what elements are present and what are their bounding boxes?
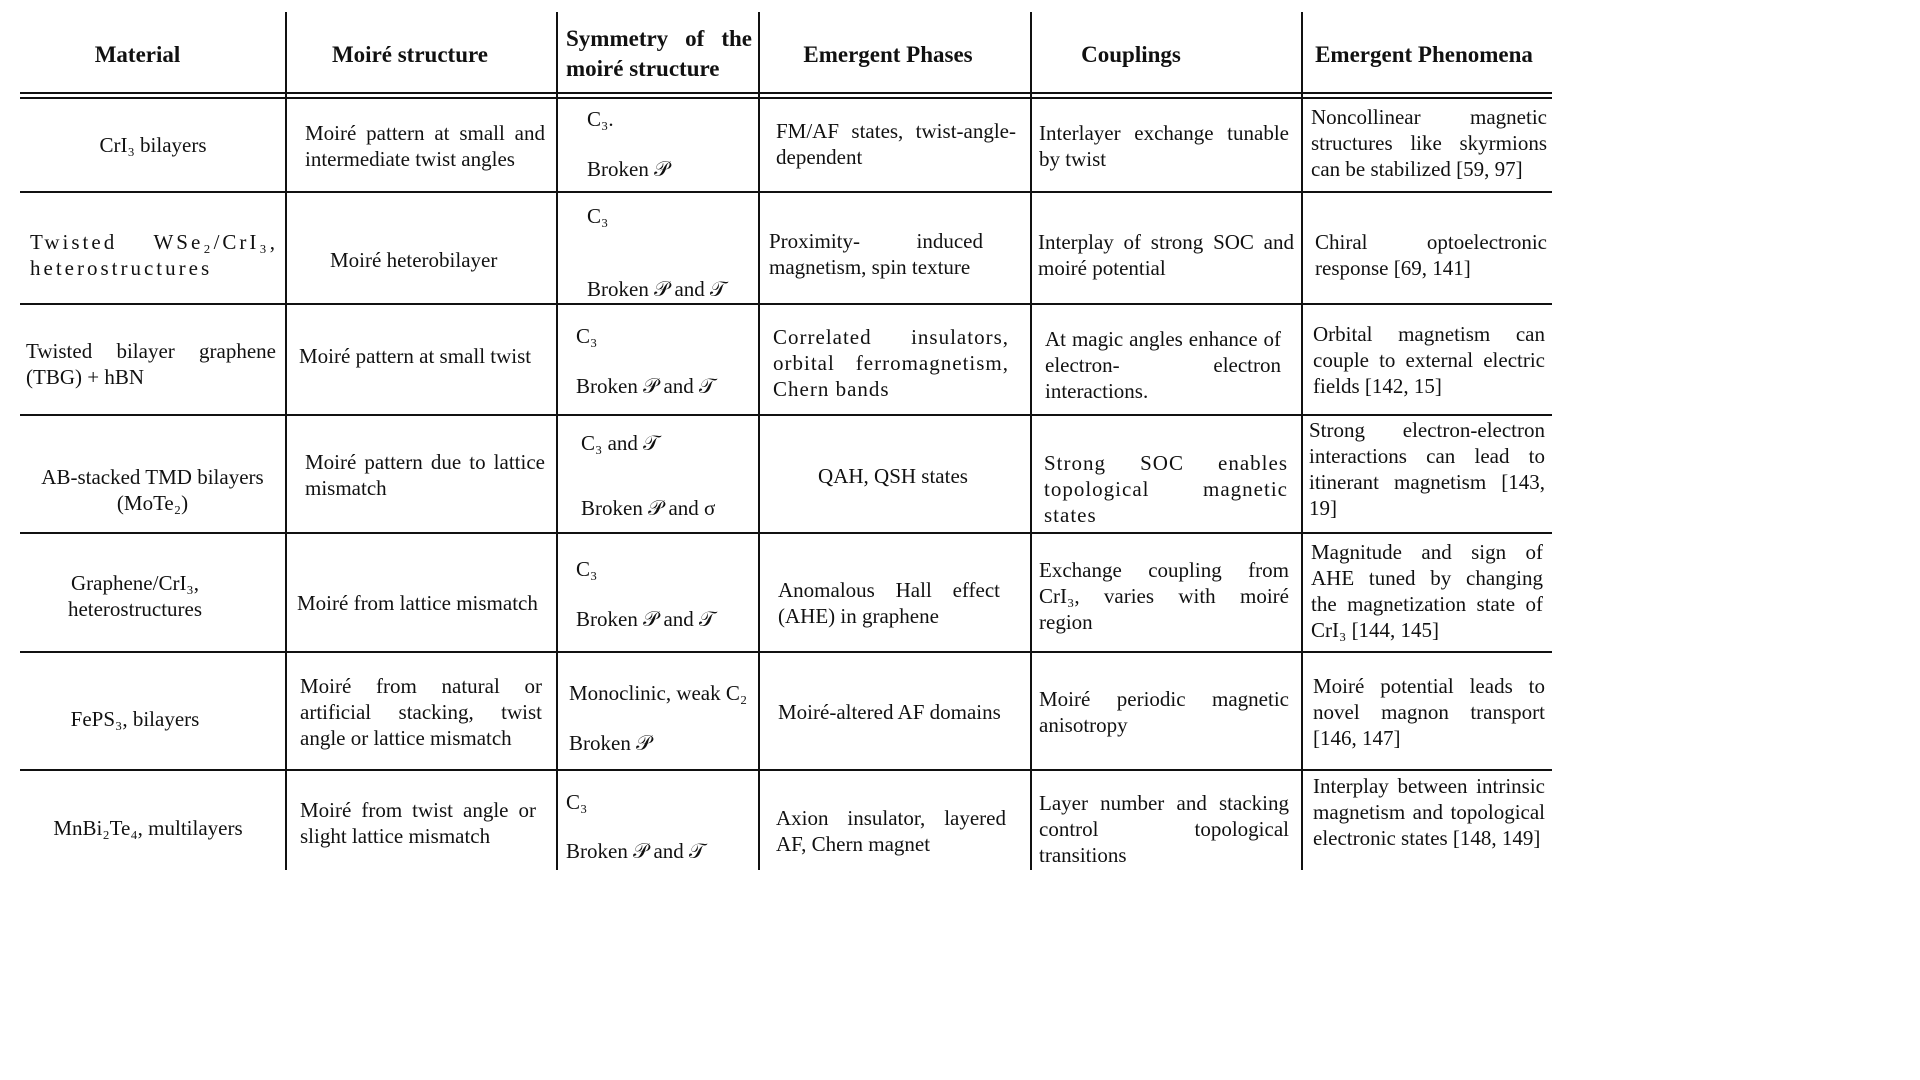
row-divider bbox=[20, 769, 1552, 771]
row4-material: AB-stacked TMD bilayers (MoTe₂) bbox=[41, 465, 264, 515]
row1-couplings: Interlayer exchange tunable by twist bbox=[1039, 121, 1289, 171]
row6-material: FePS₃, bilayers bbox=[70, 707, 200, 731]
row7-phenomena: Interplay between intrinsic magnetism and topological electronic states [148, 149] bbox=[1313, 774, 1545, 850]
column-divider bbox=[1301, 12, 1303, 870]
row5-phenomena: Magnitude and sign of AHE tuned by changing the magnetization state of CrI₃ [144, 145] bbox=[1311, 540, 1543, 642]
row3-couplings: At magic angles enhance of electron- electron interactions. bbox=[1045, 327, 1281, 403]
row4-symmetry-group: C₃ and 𝒯 bbox=[581, 431, 660, 455]
row6-couplings: Moiré periodic magnetic anisotropy bbox=[1039, 687, 1289, 737]
row2-couplings: Interplay of strong SOC and moiré potential bbox=[1038, 230, 1294, 280]
row-divider bbox=[20, 651, 1552, 653]
row2-material: Twisted WSe₂/CrI₃, heterostructures bbox=[30, 230, 278, 280]
row2-phases: Proximity- induced magnetism, spin texture bbox=[769, 229, 983, 279]
row1-structure: Moiré pattern at small and intermediate twist angles bbox=[305, 121, 545, 171]
row5-symmetry-broken: Broken 𝒫 and 𝒯 bbox=[576, 607, 716, 631]
row7-symmetry-group: C₃ bbox=[566, 790, 588, 814]
row1-phenomena: Noncollinear magnetic structures like skyrmions can be stabilized [59, 97] bbox=[1311, 105, 1547, 181]
row1-symmetry-group: C₃. bbox=[587, 107, 614, 131]
row-divider bbox=[20, 532, 1552, 534]
row1-symmetry-broken: Broken 𝒫 bbox=[587, 157, 670, 181]
row3-material: Twisted bilayer graphene (TBG) + hBN bbox=[26, 339, 276, 389]
row3-phenomena: Orbital magnetism can couple to external electric fields [142, 15] bbox=[1313, 322, 1545, 398]
row7-structure: Moiré from twist angle or slight lattice mismatch bbox=[300, 798, 536, 848]
row-divider bbox=[20, 191, 1552, 193]
column-divider bbox=[758, 12, 760, 870]
column-divider bbox=[1030, 12, 1032, 870]
row1-material: CrI₃ bilayers bbox=[99, 133, 207, 157]
row4-phenomena: Strong electron-electron interactions can lead to itinerant magnetism [143, 19] bbox=[1309, 418, 1545, 520]
row3-phases: Correlated insulators, orbital ferromagnetism, Chern bands bbox=[773, 325, 1009, 401]
header-emergent-phases: Emergent Phases bbox=[803, 42, 973, 67]
row6-phenomena: Moiré potential leads to novel magnon transport [146, 147] bbox=[1313, 674, 1545, 750]
row4-couplings: Strong SOC enables topological magnetic states bbox=[1044, 451, 1288, 527]
header-couplings: Couplings bbox=[1081, 42, 1181, 67]
row3-structure: Moiré pattern at small twist bbox=[299, 344, 532, 368]
row4-phases: QAH, QSH states bbox=[818, 464, 968, 488]
row7-symmetry-broken: Broken 𝒫 and 𝒯 bbox=[566, 839, 706, 863]
row6-structure: Moiré from natural or artificial stacking, twist angle or lattice mismatch bbox=[300, 674, 542, 750]
row5-material: Graphene/CrI₃, heterostructures bbox=[67, 571, 203, 621]
row3-symmetry-broken: Broken 𝒫 and 𝒯 bbox=[576, 374, 716, 398]
row-divider bbox=[20, 414, 1552, 416]
row6-symmetry-broken: Broken 𝒫 bbox=[569, 731, 652, 755]
row6-symmetry-group: Monoclinic, weak C₂ bbox=[569, 681, 748, 705]
row2-symmetry-group: C₃ bbox=[587, 204, 609, 228]
row3-symmetry-group: C₃ bbox=[576, 324, 598, 348]
row-divider bbox=[20, 303, 1552, 305]
row5-phases: Anomalous Hall effect (AHE) in graphene bbox=[778, 578, 1000, 628]
row5-symmetry-group: C₃ bbox=[576, 557, 598, 581]
header-double-rule-top bbox=[20, 92, 1552, 94]
row2-symmetry-broken: Broken 𝒫 and 𝒯 bbox=[587, 277, 727, 301]
header-material: Material bbox=[94, 42, 181, 67]
header-symmetry: Symmetry of the moiré structure bbox=[566, 26, 752, 81]
row4-structure: Moiré pattern due to lattice mismatch bbox=[305, 450, 545, 500]
column-divider bbox=[285, 12, 287, 870]
row2-phenomena: Chiral optoelectronic response [69, 141] bbox=[1315, 230, 1547, 280]
row5-structure: Moiré from lattice mismatch bbox=[297, 591, 538, 615]
column-divider bbox=[556, 12, 558, 870]
row4-symmetry-broken: Broken 𝒫 and σ bbox=[581, 496, 716, 520]
row1-phases: FM/AF states, twist-angle-dependent bbox=[776, 119, 1016, 169]
row7-couplings: Layer number and stacking control topological transitions bbox=[1039, 791, 1289, 867]
header-double-rule-bottom bbox=[20, 97, 1552, 99]
header-emergent-phenomena: Emergent Phenomena bbox=[1315, 42, 1533, 67]
row6-phases: Moiré-altered AF domains bbox=[778, 700, 1001, 724]
header-moire-structure: Moiré structure bbox=[331, 42, 489, 67]
row5-couplings: Exchange coupling from CrI₃, varies with moiré region bbox=[1039, 558, 1289, 634]
row7-phases: Axion insulator, layered AF, Chern magnet bbox=[776, 806, 1006, 856]
row2-structure: Moiré heterobilayer bbox=[330, 248, 498, 272]
row7-material: MnBi₂Te₄, multilayers bbox=[53, 816, 243, 840]
